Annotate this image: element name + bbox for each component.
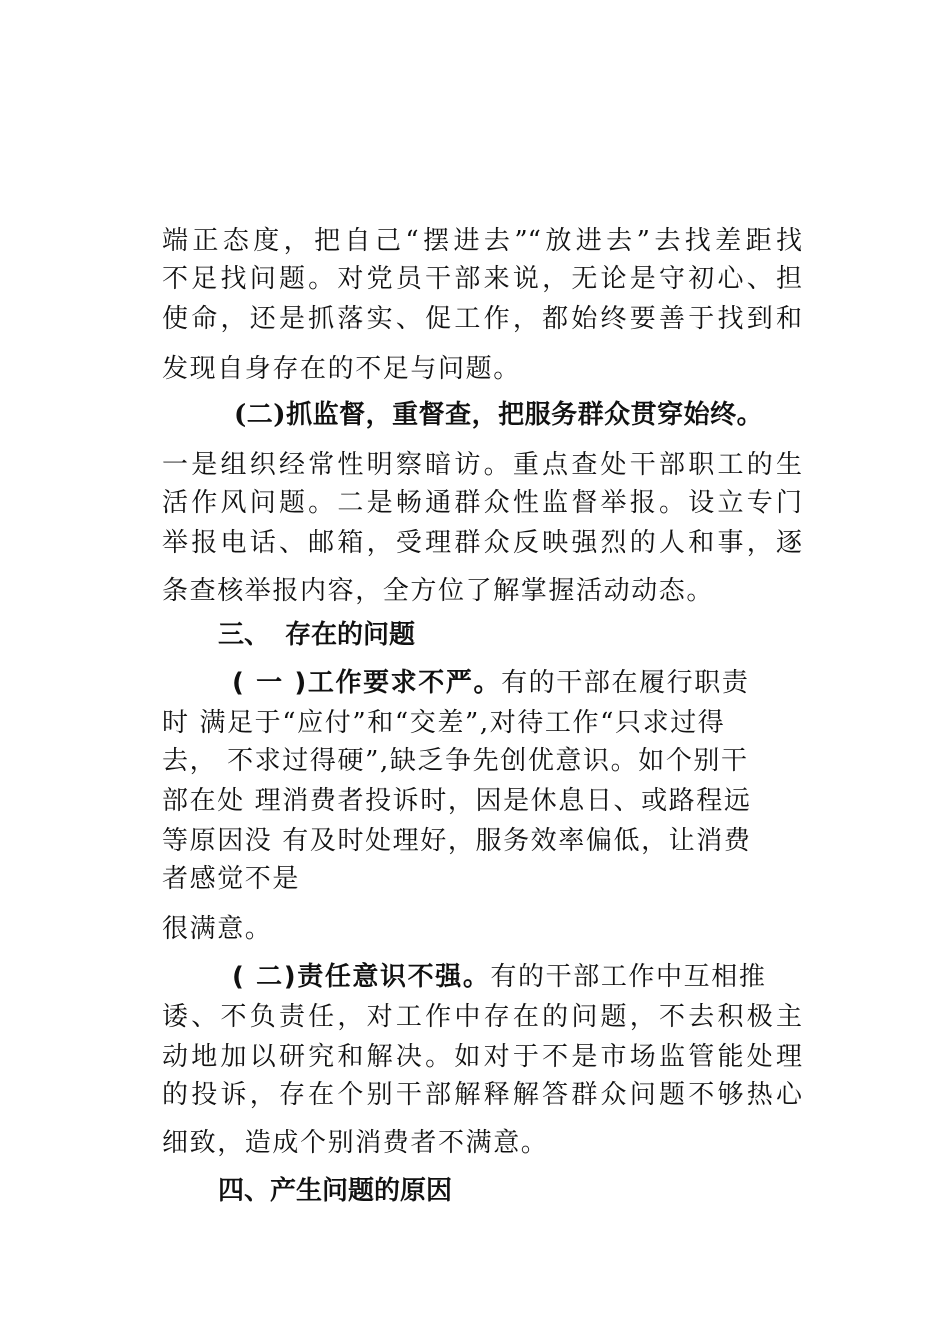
paragraph-line: 使命，还是抓落实、促工作，都始终要善于找到和: [162, 304, 802, 334]
problem-title: ( 二)责任意识不强。: [232, 962, 491, 992]
paragraph-line: 时 满足于“应付”和“交差”,对待工作“只求过得: [162, 708, 726, 738]
paragraph-line: 部在处 理消费者投诉时，因是休息日、或路程远: [162, 786, 752, 816]
paragraph-line: 诿、不负责任，对工作中存在的问题，不去积极主: [162, 1002, 802, 1032]
paragraph-line: 的投诉，存在个别干部解释解答群众问题不够热心: [162, 1080, 802, 1110]
paragraph-line: 去， 不求过得硬”,缺乏争先创优意识。如个别干: [162, 746, 749, 776]
paragraph-line: 举报电话、邮箱，受理群众反映强烈的人和事，逐: [162, 528, 802, 558]
paragraph-line: 条查核举报内容，全方位了解掌握活动动态。: [162, 576, 715, 606]
subheading-supervision: (二)抓监督，重督查，把服务群众贯穿始终。: [234, 400, 764, 430]
paragraph-line: 活作风问题。二是畅通群众性监督举报。设立专门: [162, 488, 802, 518]
problem-text: 有的干部在履行职责: [501, 668, 750, 698]
paragraph-line: 细致，造成个别消费者不满意。: [162, 1128, 549, 1158]
paragraph-line: 动地加以研究和解决。如对于不是市场监管能处理: [162, 1042, 802, 1072]
problem-first-line: [232, 666, 772, 700]
problem-first-line: [232, 960, 792, 994]
section-heading-causes: 四、产生问题的原因: [218, 1176, 453, 1206]
paragraph-line: 者感觉不是: [162, 864, 301, 894]
paragraph-line: 发现自身存在的不足与问题。: [162, 354, 521, 384]
paragraph-line: 不足找问题。对党员干部来说，无论是守初心、担: [162, 264, 802, 294]
problem-title: ( 一 )工作要求不严。: [232, 668, 502, 698]
section-heading-problems: 三、 存在的问题: [218, 620, 416, 650]
paragraph-line: 等原因没 有及时处理好，服务效率偏低，让消费: [162, 826, 752, 856]
paragraph-line: 端正态度，把自己“摆进去”“放进去”去找差距找: [162, 226, 802, 256]
problem-text: 有的干部工作中互相推: [490, 962, 767, 992]
paragraph-line: 很满意。: [162, 914, 273, 944]
paragraph-line: 一是组织经常性明察暗访。重点查处干部职工的生: [162, 450, 802, 480]
